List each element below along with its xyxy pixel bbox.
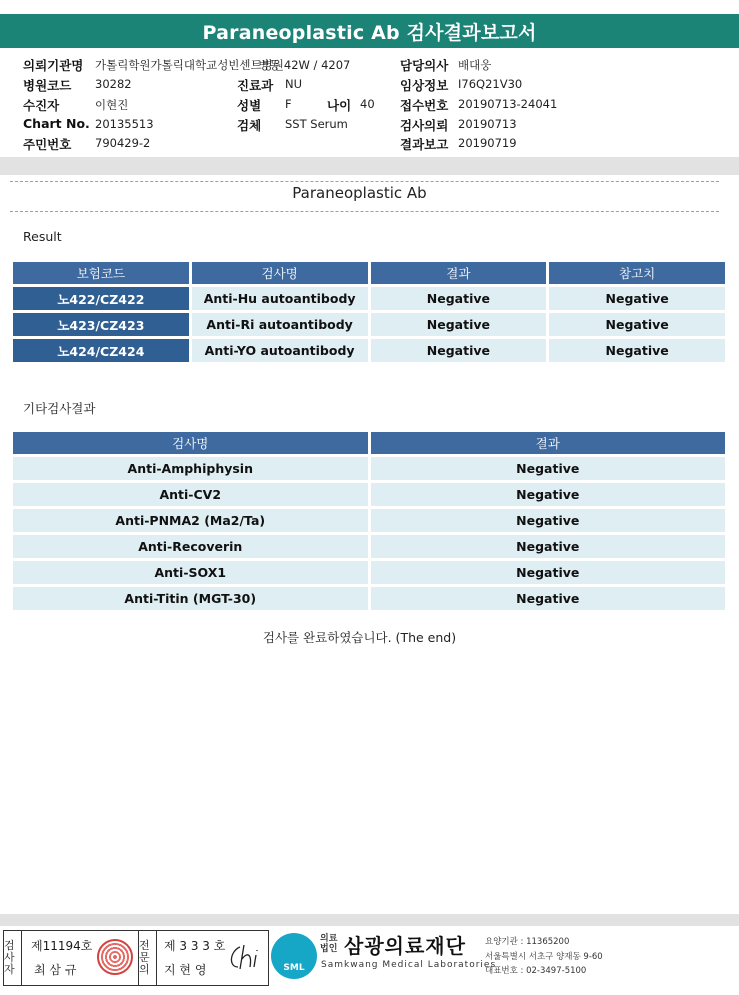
- clinical-info-value: I76Q21V30: [458, 77, 523, 91]
- test-name: Anti-CV2: [13, 483, 368, 506]
- result-header-row: [13, 262, 725, 284]
- signature-box: [3, 930, 269, 986]
- department-value: NU: [285, 77, 303, 91]
- clinical-info-label: 임상정보: [400, 78, 449, 93]
- institution-value: 가톨릭학원가톨릭대학교성빈센트병원: [95, 58, 284, 72]
- end-note: 검사를 완료하였습니다. (The end): [262, 630, 457, 645]
- separator-band: [0, 157, 739, 175]
- request-date-value: 20190713: [458, 117, 517, 131]
- specialist-name: 지 현 영: [164, 963, 207, 977]
- test-name: Anti-SOX1: [13, 561, 368, 584]
- test-result: Negative: [371, 457, 725, 480]
- seal-stamp-icon: [97, 939, 133, 975]
- specimen-label: 검체: [237, 118, 262, 133]
- org-small-label: 의료법인: [320, 934, 338, 954]
- table-row: [13, 483, 725, 506]
- test-name: Anti-Hu autoantibody: [192, 287, 368, 310]
- table-row: [13, 535, 725, 558]
- test-result: Negative: [371, 587, 725, 610]
- specimen-value: SST Serum: [285, 117, 348, 131]
- test-result: Negative: [371, 313, 547, 336]
- chart-no-value: 20135513: [95, 117, 154, 131]
- tester-column-label: 검사자: [4, 931, 22, 985]
- resident-no-value: 790429-2: [95, 136, 151, 150]
- sml-logo-icon: SML: [271, 933, 317, 979]
- other-table: [10, 429, 728, 613]
- age-value: 40: [360, 97, 375, 111]
- resident-no-label: 주민번호: [23, 137, 72, 152]
- doctor-value: 배대웅: [458, 58, 492, 72]
- request-date-label: 검사의뢰: [400, 118, 449, 133]
- table-row: [13, 457, 725, 480]
- table-row: [13, 313, 725, 336]
- age-label: 나이: [327, 98, 352, 113]
- test-result: Negative: [371, 561, 725, 584]
- report-date-value: 20190719: [458, 136, 517, 150]
- org-phone: 대표번호 : 02-3497-5100: [485, 966, 587, 976]
- reference-value: Negative: [549, 287, 725, 310]
- insurance-code: 노423/CZ423: [13, 313, 189, 336]
- chart-no-label: Chart No.: [23, 116, 90, 131]
- other-heading: 기타검사결과: [23, 401, 96, 416]
- ward-value: 병동 42W / 4207: [258, 58, 351, 72]
- result-heading: Result: [23, 229, 62, 244]
- table-row: [13, 509, 725, 532]
- footer-band: [0, 914, 739, 926]
- test-result: Negative: [371, 287, 547, 310]
- tester-license: 제11194호: [31, 939, 93, 953]
- test-result: Negative: [371, 535, 725, 558]
- test-name: Anti-Recoverin: [13, 535, 368, 558]
- test-result: Negative: [371, 483, 725, 506]
- col-test-name: 검사명: [13, 432, 368, 454]
- sex-label: 성별: [237, 98, 262, 113]
- test-name: Anti-Titin (MGT-30): [13, 587, 368, 610]
- insurance-code: 노422/CZ422: [13, 287, 189, 310]
- org-address: 서울특별시 서초구 양재동 9-60: [485, 952, 603, 962]
- table-row: [13, 561, 725, 584]
- test-name: Anti-Amphiphysin: [13, 457, 368, 480]
- result-table: [10, 259, 728, 365]
- report-title: Paraneoplastic Ab 검사결과보고서: [0, 14, 739, 48]
- specialist-license: 제 3 3 3 호: [164, 939, 226, 953]
- section-line-bottom: [10, 211, 719, 212]
- hospital-code-value: 30282: [95, 77, 132, 91]
- section-line-top: [10, 181, 719, 182]
- institution-number: 요양기관 : 11365200: [485, 937, 570, 947]
- test-result: Negative: [371, 509, 725, 532]
- patient-label: 수진자: [23, 98, 60, 113]
- receipt-no-label: 접수번호: [400, 98, 449, 113]
- section-title: Paraneoplastic Ab: [292, 184, 427, 202]
- hospital-code-label: 병원코드: [23, 78, 72, 93]
- col-test-name: 검사명: [192, 262, 368, 284]
- col-result: 결과: [371, 432, 725, 454]
- test-result: Negative: [371, 339, 547, 362]
- col-insurance-code: 보험코드: [13, 262, 189, 284]
- table-row: [13, 339, 725, 362]
- patient-info: [0, 54, 739, 154]
- institution-label: 의뢰기관명: [23, 58, 84, 73]
- reference-value: Negative: [549, 339, 725, 362]
- col-reference: 참고치: [549, 262, 725, 284]
- reference-value: Negative: [549, 313, 725, 336]
- test-name: Anti-YO autoantibody: [192, 339, 368, 362]
- test-name: Anti-Ri autoantibody: [192, 313, 368, 336]
- report-date-label: 결과보고: [400, 137, 449, 152]
- receipt-no-value: 20190713-24041: [458, 97, 558, 111]
- table-row: [13, 287, 725, 310]
- tester-name: 최 삼 규: [34, 963, 77, 977]
- sex-value: F: [285, 97, 292, 111]
- department-label: 진료과: [237, 78, 274, 93]
- patient-value: 이현진: [95, 98, 129, 112]
- org-english-name: Samkwang Medical Laboratories: [321, 960, 497, 970]
- col-result: 결과: [371, 262, 547, 284]
- other-header-row: [13, 432, 725, 454]
- org-name: 삼광의료재단: [344, 934, 466, 958]
- insurance-code: 노424/CZ424: [13, 339, 189, 362]
- doctor-label: 담당의사: [400, 58, 449, 73]
- signature-icon: [226, 941, 264, 973]
- specialist-column-label: 전문의: [138, 931, 157, 985]
- table-row: [13, 587, 725, 610]
- test-name: Anti-PNMA2 (Ma2/Ta): [13, 509, 368, 532]
